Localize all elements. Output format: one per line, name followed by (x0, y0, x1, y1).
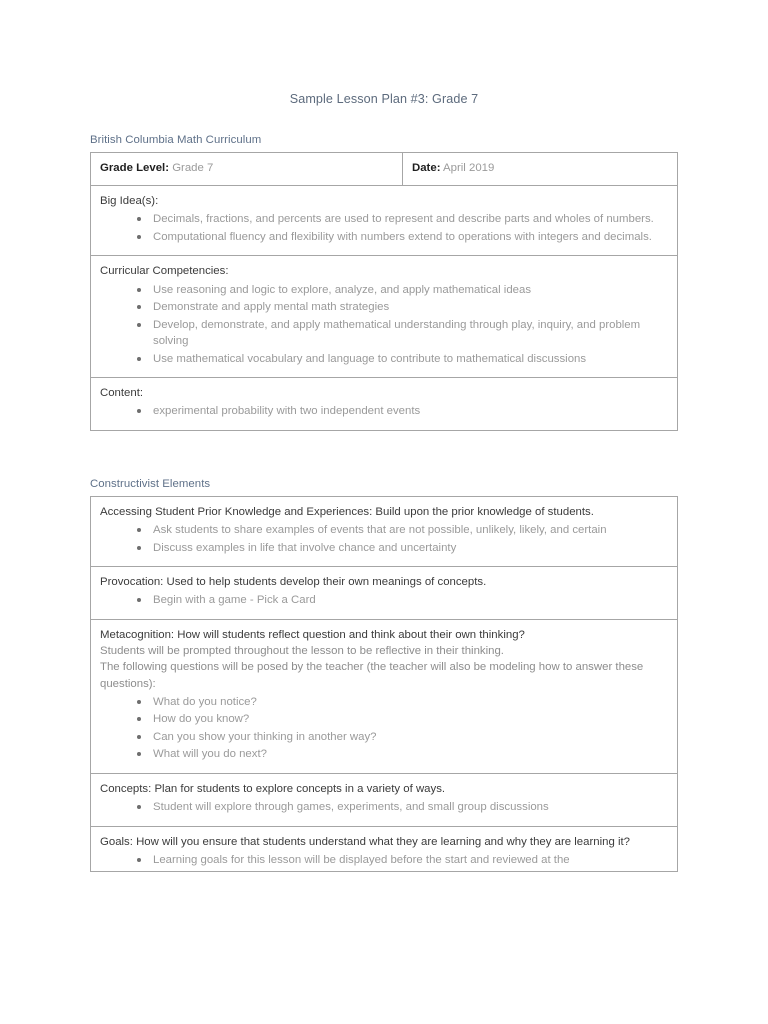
list-item: What will you do next? (137, 746, 668, 763)
section-heading-curriculum: British Columbia Math Curriculum (90, 134, 262, 146)
list-item: Develop, demonstrate, and apply mathematical understanding through play, inquiry, and problem solving (137, 317, 668, 350)
big-ideas-list (100, 211, 668, 245)
table-row-concepts (91, 773, 678, 826)
list-item: Demonstrate and apply mental math strategies (137, 299, 668, 316)
cell-goals (91, 826, 678, 872)
cell-content (91, 378, 678, 431)
date-label: Date: (412, 162, 441, 174)
list-item: Discuss examples in life that involve chance and uncertainty (137, 540, 668, 557)
section-heading-constructivist: Constructivist Elements (90, 478, 211, 490)
list-item: Begin with a game - Pick a Card (137, 592, 668, 609)
list-item: Use mathematical vocabulary and language to contribute to mathematical discussions (137, 351, 668, 368)
table-row-competencies (91, 256, 678, 378)
big-ideas-label: Big Idea(s): (100, 195, 159, 208)
prior-knowledge-label: Accessing Student Prior Knowledge and Experiences: Build upon the prior knowledge of students. (100, 506, 594, 518)
curriculum-table (90, 152, 678, 431)
goals-list (100, 852, 668, 869)
list-item: Computational fluency and flexibility with numbers extend to operations with integers and decimals. (137, 229, 668, 246)
list-item: Student will explore through games, experiments, and small group discussions (137, 799, 668, 816)
list-item: Can you show your thinking in another way? (137, 729, 668, 746)
concepts-label: Concepts: Plan for students to explore concepts in a variety of ways. (100, 782, 446, 795)
provocation-label: Provocation: Used to help students develop their own meanings of concepts. (100, 576, 487, 589)
competencies-label: Curricular Competencies: (100, 265, 229, 278)
metacognition-subline: Students will be prompted throughout the lesson to be reflective in their thinking. (100, 645, 504, 658)
metacognition-subline: The following questions will be posed by the teacher (the teacher will also be modeling how to answer these questions): (100, 661, 644, 690)
cell-date (403, 153, 678, 186)
goals-label: Goals: How will you ensure that students understand what they are learning and why they are learning it? (100, 835, 630, 848)
cell-provocation (91, 567, 678, 620)
prior-knowledge-list (100, 522, 668, 556)
cell-concepts (91, 773, 678, 826)
list-item: What do you notice? (137, 694, 668, 711)
table-row-provocation (91, 567, 678, 620)
list-item: experimental probability with two independent events (137, 403, 668, 420)
list-item: Ask students to share examples of events that are not possible, unlikely, likely, and certain (137, 522, 668, 539)
content-list (100, 403, 668, 420)
cell-metacognition (91, 619, 678, 773)
cell-curricular-competencies (91, 256, 678, 378)
metacognition-list (100, 694, 668, 763)
table-row-prior-knowledge (91, 497, 678, 567)
constructivist-table (90, 496, 678, 872)
table-row-content (91, 378, 678, 431)
cell-big-ideas (91, 186, 678, 256)
list-item: How do you know? (137, 711, 668, 728)
competencies-list (100, 282, 668, 368)
table-row-grade-date (91, 153, 678, 186)
metacognition-label: Metacognition: How will students reflect question and think about their own thinking? (100, 628, 525, 641)
concepts-list (100, 799, 668, 816)
date-value: April 2019 (443, 162, 495, 174)
list-item: Decimals, fractions, and percents are used to represent and describe parts and wholes of numbers. (137, 211, 668, 228)
page-title: Sample Lesson Plan #3: Grade 7 (289, 92, 479, 106)
grade-level-value: Grade 7 (172, 162, 214, 174)
provocation-list (100, 592, 668, 609)
list-item: Learning goals for this lesson will be displayed before the start and reviewed at the (137, 852, 668, 869)
table-row-big-ideas (91, 186, 678, 256)
table-row-goals (91, 826, 678, 872)
cell-grade-level (91, 153, 403, 186)
grade-level-label: Grade Level: (100, 162, 170, 174)
table-row-metacognition (91, 619, 678, 773)
cell-prior-knowledge (91, 497, 678, 567)
list-item: Use reasoning and logic to explore, analyze, and apply mathematical ideas (137, 282, 668, 299)
content-label: Content: (100, 387, 144, 400)
